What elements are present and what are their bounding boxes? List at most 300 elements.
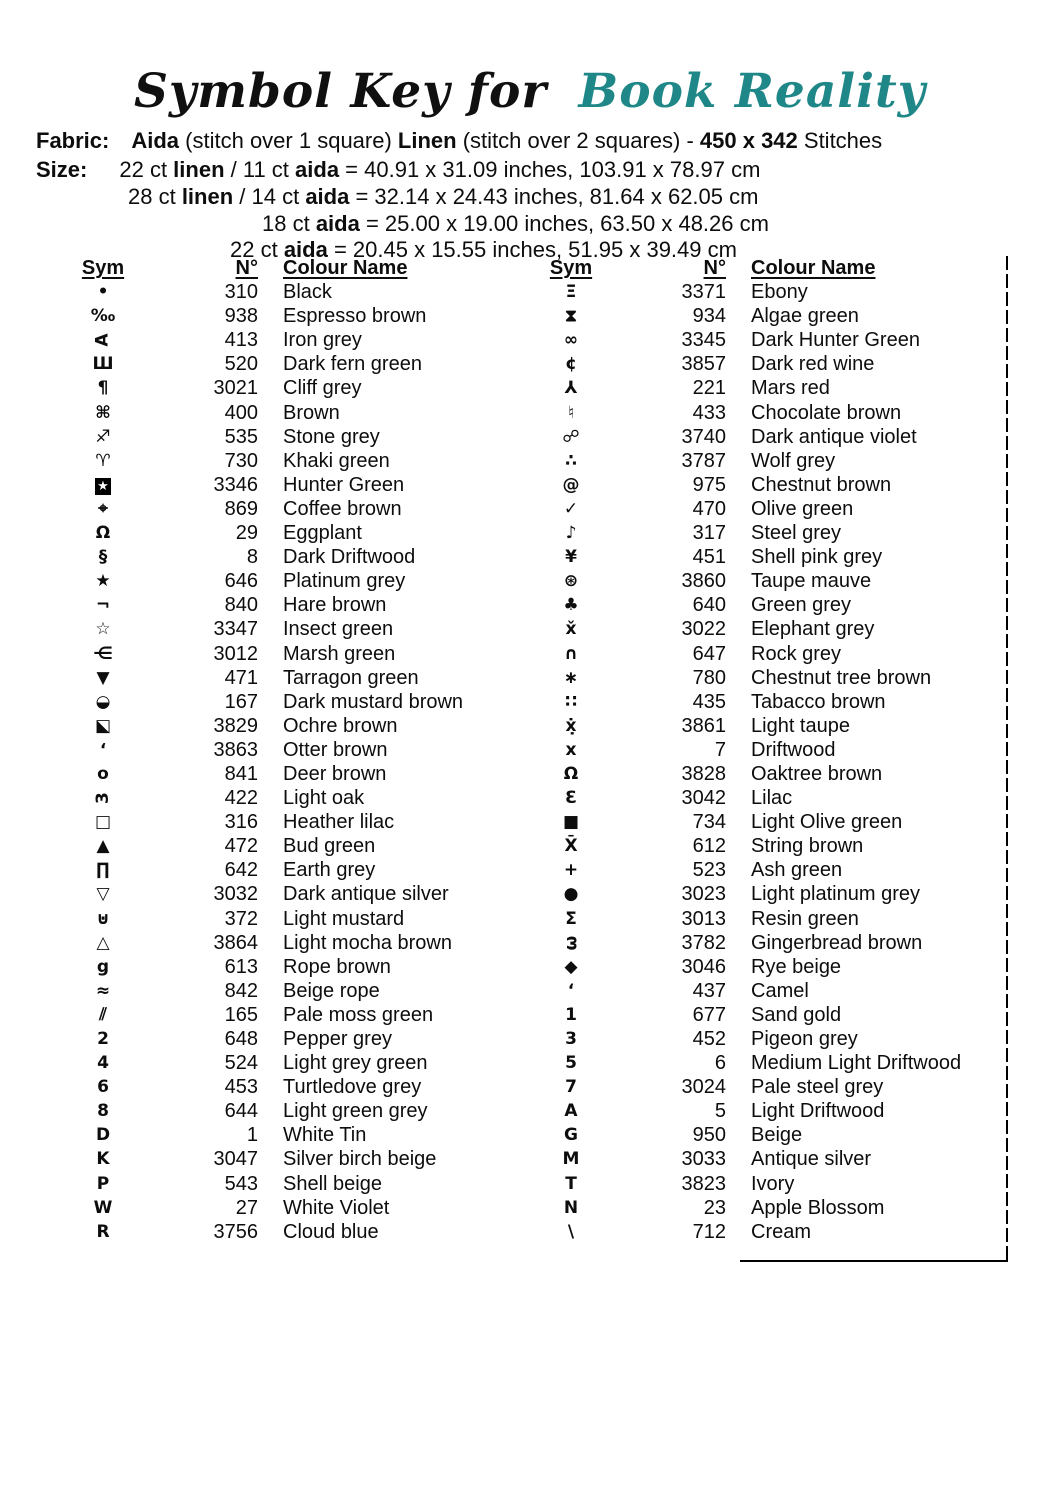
text-segment: = 40.91 x 31.09 inches, 103.91 x 78.97 cm	[339, 157, 761, 182]
number-cell: 317	[692, 522, 726, 545]
symbol-cell: ¬	[95, 595, 111, 616]
symbol-cell: ∷	[565, 691, 577, 712]
colour-name-cell: Beige rope	[283, 979, 380, 1002]
text-segment: 22 ct	[119, 157, 174, 182]
key-row	[548, 955, 996, 979]
size-line-3	[262, 211, 769, 237]
text-segment: 22 ct	[230, 237, 284, 262]
key-row	[548, 690, 996, 714]
colour-name-cell: Cloud blue	[283, 1220, 379, 1243]
key-row	[80, 1196, 528, 1220]
number-cell: 840	[224, 594, 258, 617]
symbol-cell: ω	[560, 935, 581, 951]
symbol-cell: D	[95, 1125, 111, 1146]
symbol-cell: ⅄	[564, 378, 578, 399]
key-row	[548, 521, 996, 545]
colour-name-cell: Black	[283, 281, 332, 304]
number-cell: 167	[224, 690, 258, 713]
number-cell: 472	[224, 835, 258, 858]
number-cell: 3371	[681, 281, 726, 304]
number-cell: 165	[224, 1003, 258, 1026]
text-segment: 18 ct	[262, 211, 316, 236]
number-cell: 3012	[213, 642, 258, 665]
colour-name-cell: Pepper grey	[283, 1028, 392, 1050]
symbol-cell: ⊛	[563, 571, 579, 592]
number-cell: 3047	[213, 1148, 258, 1171]
text-segment: aida	[295, 157, 340, 182]
text-segment: = 20.45 x 15.55 inches, 51.95 x 39.49 cm	[327, 237, 737, 262]
colour-name-cell: Hunter Green	[283, 473, 405, 496]
colour-name-cell: Light mocha brown	[283, 931, 452, 954]
symbol-cell: X̄	[564, 836, 578, 857]
number-cell: 3864	[213, 931, 258, 954]
number-cell: 221	[692, 377, 726, 400]
colour-name-cell: Light Olive green	[751, 811, 903, 834]
symbol-cell: ☆	[95, 619, 111, 640]
symbol-cell: T	[565, 1173, 577, 1194]
symbol-cell: P	[96, 1173, 110, 1194]
number-cell: 470	[692, 497, 726, 520]
key-row	[80, 473, 528, 497]
page-title	[0, 64, 1060, 119]
size-text-3	[262, 211, 769, 236]
symbol-cell: g	[96, 956, 110, 977]
number-cell: 310	[224, 281, 258, 304]
key-row	[80, 979, 528, 1003]
text-segment: Linen	[397, 128, 457, 153]
number-cell: 372	[224, 907, 258, 930]
colour-name-cell: Ebony	[751, 281, 808, 304]
colour-name-cell: Beige	[751, 1124, 803, 1147]
symbol-cell: W	[93, 1197, 113, 1218]
key-row	[80, 1220, 528, 1244]
symbol-cell: ∏	[96, 860, 110, 881]
colour-name-cell: Mars red	[751, 377, 830, 400]
key-row	[548, 425, 996, 449]
number-cell: 520	[224, 353, 258, 376]
number-cell: 640	[692, 594, 726, 617]
key-row	[548, 1027, 996, 1051]
number-cell: 3857	[681, 353, 726, 376]
number-cell: 3756	[213, 1220, 258, 1243]
colour-name-cell: Oaktree brown	[751, 762, 883, 785]
key-row	[80, 569, 528, 593]
colour-name-cell: Brown	[283, 401, 340, 424]
number-cell: 842	[224, 979, 258, 1002]
key-row	[548, 569, 996, 593]
colour-name-cell: Dark mustard brown	[283, 690, 464, 713]
key-row	[548, 762, 996, 786]
number-cell: 433	[692, 401, 726, 424]
symbol-cell: ▽	[96, 884, 110, 905]
symbol-cell: ☍	[562, 426, 580, 447]
colour-name-cell: Antique silver	[751, 1148, 872, 1171]
key-row	[80, 425, 528, 449]
number-cell: 612	[692, 835, 726, 858]
symbol-cell: x̌	[565, 619, 577, 640]
text-segment: 28 ct	[128, 184, 182, 209]
number-cell: 841	[224, 762, 258, 785]
key-row	[548, 593, 996, 617]
symbol-cell: 1	[565, 1004, 577, 1025]
symbol-cell: o	[97, 763, 109, 784]
table-header-row	[548, 256, 996, 280]
symbol-cell: ♣	[563, 595, 579, 616]
colour-name-cell: Turtledove grey	[283, 1076, 422, 1099]
fabric-text	[131, 128, 882, 153]
text-segment: / 14 ct	[233, 184, 306, 209]
key-row	[548, 1003, 996, 1027]
colour-name-cell: Ash green	[751, 859, 843, 882]
number-cell: 3022	[681, 618, 726, 641]
symbol-cell: ¥	[565, 547, 577, 568]
number-cell: 3860	[681, 570, 726, 593]
number-cell: 3828	[681, 762, 726, 785]
symbol-cell: ∴	[565, 450, 577, 471]
colour-name-cell: Insect green	[283, 618, 394, 641]
number-cell: 316	[224, 811, 258, 834]
key-row	[548, 1172, 996, 1196]
number-cell: 3033	[681, 1148, 726, 1171]
header-num: N°	[235, 257, 258, 279]
key-row	[80, 762, 528, 786]
colour-name-cell: Rope brown	[283, 955, 391, 978]
colour-name-cell: Platinum grey	[283, 570, 406, 593]
number-cell: 613	[224, 955, 258, 978]
key-row	[80, 714, 528, 738]
key-row	[548, 882, 996, 906]
symbol-cell: A	[92, 333, 113, 347]
symbol-cell: ∞	[563, 330, 579, 351]
header-num: N°	[703, 257, 726, 279]
key-row	[80, 810, 528, 834]
symbol-cell: ●	[563, 884, 579, 905]
symbol-cell: N	[563, 1197, 579, 1218]
colour-name-cell: Light taupe	[751, 714, 850, 737]
symbol-cell: 4	[97, 1053, 109, 1074]
symbol-cell: ‘	[567, 980, 575, 1001]
symbol-cell: ‚	[99, 739, 107, 760]
symbol-key-table-left	[80, 256, 528, 1244]
colour-name-cell: Dark antique silver	[283, 883, 449, 906]
symbol-cell: 3	[92, 792, 113, 805]
size-line-2	[128, 184, 758, 210]
number-cell: 3013	[681, 907, 726, 930]
colour-name-cell: Medium Light Driftwood	[751, 1052, 962, 1075]
symbol-cell: ▼	[96, 667, 110, 688]
number-cell: 3347	[213, 618, 258, 641]
symbol-cell: ⬕	[94, 715, 112, 736]
key-row	[80, 907, 528, 931]
colour-name-cell: Marsh green	[283, 642, 396, 665]
text-segment: Aida	[131, 128, 180, 153]
key-row	[80, 1099, 528, 1123]
colour-name-cell: Deer brown	[283, 762, 387, 785]
text-segment: / 11 ct	[224, 157, 296, 182]
colour-name-cell: Light mustard	[283, 907, 405, 930]
text-segment: Stitches	[797, 128, 883, 153]
size-label: Size:	[36, 157, 88, 182]
dashed-border-right	[1006, 256, 1008, 1262]
colour-name-cell: Bud green	[283, 835, 376, 858]
symbol-cell: M	[562, 1149, 580, 1170]
symbol-cell: ♈	[95, 450, 111, 471]
key-row	[80, 449, 528, 473]
key-row	[548, 401, 996, 425]
number-cell: 5	[714, 1100, 726, 1123]
key-row	[548, 810, 996, 834]
colour-name-cell: Elephant grey	[751, 618, 875, 641]
colour-name-cell: Light green grey	[283, 1100, 428, 1123]
number-cell: 648	[224, 1028, 258, 1050]
symbol-cell: \	[567, 1221, 575, 1242]
size-line-1	[36, 157, 760, 183]
colour-name-cell: Pale moss green	[283, 1003, 434, 1026]
symbol-cell: •	[97, 282, 109, 303]
number-cell: 975	[692, 473, 726, 496]
key-row	[80, 521, 528, 545]
number-cell: 3345	[681, 329, 726, 352]
header-sym: Sym	[81, 257, 125, 279]
number-cell: 642	[224, 859, 258, 882]
number-cell: 523	[692, 859, 726, 882]
number-cell: 535	[224, 425, 258, 448]
key-row	[548, 642, 996, 666]
text-segment: linen	[173, 157, 225, 182]
symbol-cell: ★	[97, 478, 109, 494]
key-row	[80, 593, 528, 617]
colour-name-cell: Dark antique violet	[751, 425, 917, 448]
symbol-cell: △	[96, 932, 110, 953]
colour-name-cell: Olive green	[751, 497, 854, 520]
key-row	[548, 1196, 996, 1220]
number-cell: 3024	[681, 1076, 726, 1099]
symbol-cell: R	[96, 1221, 110, 1242]
symbol-cell: ¶	[97, 378, 109, 399]
symbol-cell: 5	[565, 1053, 577, 1074]
number-cell: 3023	[681, 883, 726, 906]
number-cell: 677	[692, 1003, 726, 1026]
key-row	[548, 304, 996, 328]
number-cell: 647	[692, 642, 726, 665]
number-cell: 3829	[213, 714, 258, 737]
colour-name-cell: Rye beige	[751, 955, 842, 978]
symbol-cell: x	[565, 739, 577, 760]
colour-name-cell: Shell pink grey	[751, 546, 883, 569]
fabric-label: Fabric:	[36, 128, 110, 153]
key-row	[548, 497, 996, 521]
key-row	[548, 376, 996, 400]
number-cell: 8	[246, 546, 258, 569]
colour-name-cell: Tarragon green	[283, 666, 419, 689]
key-row	[80, 352, 528, 376]
key-row	[80, 1027, 528, 1051]
number-cell: 413	[224, 329, 258, 352]
number-cell: 3046	[681, 955, 726, 978]
symbol-cell: ♮	[567, 402, 575, 423]
symbol-cell: ⫽	[99, 1004, 107, 1025]
text-segment: linen	[181, 184, 234, 209]
text-segment: (stitch over 2 squares) -	[456, 128, 700, 153]
symbol-cell: 8	[97, 1101, 109, 1122]
symbol-cell: □	[94, 812, 112, 833]
colour-name-cell: Stone grey	[283, 425, 380, 448]
colour-name-cell: Pigeon grey	[751, 1028, 858, 1050]
colour-name-cell: Chestnut brown	[751, 473, 892, 496]
colour-name-cell: Rock grey	[751, 642, 842, 665]
number-cell: 3787	[681, 449, 726, 472]
key-row	[548, 1075, 996, 1099]
number-cell: 780	[692, 666, 726, 689]
text-segment: (stitch over 1 square)	[179, 128, 398, 153]
number-cell: 29	[235, 522, 258, 545]
symbol-cell: ■	[562, 812, 580, 833]
number-cell: 6	[714, 1052, 726, 1075]
key-row	[548, 738, 996, 762]
symbol-cell: ⧗	[565, 306, 577, 327]
colour-name-cell: Resin green	[751, 907, 859, 930]
key-row	[548, 1220, 996, 1244]
colour-name-cell: Chestnut tree brown	[751, 666, 932, 689]
colour-name-cell: Ivory	[751, 1172, 795, 1195]
symbol-cell: ⋲	[93, 643, 113, 664]
colour-name-cell: Lilac	[751, 787, 793, 810]
symbol-cell: ★	[95, 571, 111, 592]
number-cell: 400	[224, 401, 258, 424]
key-row	[80, 834, 528, 858]
symbol-cell: @	[562, 474, 580, 495]
key-row	[80, 642, 528, 666]
key-row	[80, 666, 528, 690]
key-row	[548, 979, 996, 1003]
number-cell: 435	[692, 690, 726, 713]
key-row	[80, 328, 528, 352]
number-cell: 3032	[213, 883, 258, 906]
key-row	[548, 907, 996, 931]
colour-name-cell: Wolf grey	[751, 449, 836, 472]
symbol-cell: ✓	[563, 498, 579, 519]
key-row	[548, 280, 996, 304]
size-text-1	[119, 157, 760, 182]
number-cell: 1	[246, 1124, 258, 1147]
colour-name-cell: Ochre brown	[283, 714, 398, 737]
number-cell: 938	[224, 305, 258, 328]
colour-name-cell: Apple Blossom	[751, 1196, 885, 1219]
symbol-cell: Σ	[565, 908, 577, 929]
colour-name-cell: Earth grey	[283, 859, 376, 882]
key-row	[548, 1123, 996, 1147]
key-row	[80, 1147, 528, 1171]
number-cell: 3782	[681, 931, 726, 954]
colour-name-cell: Driftwood	[751, 738, 836, 761]
colour-name-cell: Hare brown	[283, 594, 387, 617]
key-row	[80, 955, 528, 979]
colour-name-cell: Silver birch beige	[283, 1148, 437, 1171]
text-segment: aida	[305, 184, 350, 209]
colour-name-cell: White Violet	[283, 1196, 390, 1219]
symbol-cell: ♐	[95, 426, 111, 447]
header-sym: Sym	[549, 257, 593, 279]
colour-name-cell: Tabacco brown	[751, 690, 886, 713]
title-prefix: Symbol Key for	[133, 64, 548, 119]
number-cell: 712	[692, 1220, 726, 1243]
border-bottom	[740, 1260, 1008, 1262]
symbol-cell: ◒	[95, 691, 111, 712]
number-cell: 3042	[681, 787, 726, 810]
symbol-cell: Ω	[563, 763, 579, 784]
symbol-cell: 6	[97, 1077, 109, 1098]
key-row	[80, 1172, 528, 1196]
number-cell: 3861	[681, 714, 726, 737]
symbol-cell: ≈	[95, 980, 111, 1001]
symbol-cell: ‰	[90, 306, 116, 327]
size-text-2	[128, 184, 758, 209]
key-row	[80, 545, 528, 569]
key-row	[80, 738, 528, 762]
key-row	[548, 352, 996, 376]
number-cell: 644	[224, 1100, 258, 1123]
number-cell: 869	[224, 497, 258, 520]
colour-name-cell: Eggplant	[283, 522, 362, 545]
colour-name-cell: Light grey green	[283, 1052, 428, 1075]
key-row	[548, 714, 996, 738]
colour-name-cell: White Tin	[283, 1124, 367, 1147]
colour-name-cell: Dark red wine	[751, 353, 875, 376]
number-cell: 452	[692, 1028, 726, 1050]
colour-name-cell: Camel	[751, 979, 809, 1002]
text-segment: = 32.14 x 24.43 inches, 81.64 x 62.05 cm	[349, 184, 759, 209]
symbol-cell: 2	[97, 1029, 109, 1049]
number-cell: 27	[235, 1196, 258, 1219]
symbol-cell: Ɛ	[565, 788, 577, 809]
symbol-cell: ⊍	[96, 908, 110, 929]
header-colour-name: Colour Name	[283, 257, 408, 279]
number-cell: 437	[692, 979, 726, 1002]
number-cell: 950	[692, 1124, 726, 1147]
colour-name-cell: Espresso brown	[283, 305, 427, 328]
colour-name-cell: Light Driftwood	[751, 1100, 885, 1123]
number-cell: 3863	[213, 738, 258, 761]
key-row	[548, 449, 996, 473]
colour-name-cell: Dark Driftwood	[283, 546, 416, 569]
symbol-cell: ◆	[564, 956, 578, 977]
key-row	[80, 280, 528, 304]
text-segment: 450 x 342	[699, 128, 798, 153]
symbol-cell: A	[564, 1101, 578, 1122]
number-cell: 3021	[213, 377, 258, 400]
colour-name-cell: Light platinum grey	[751, 883, 920, 906]
key-row	[80, 376, 528, 400]
key-row	[548, 1051, 996, 1075]
text-segment: aida	[283, 237, 328, 262]
symbol-cell: ▲	[96, 836, 110, 857]
colour-name-cell: Light oak	[283, 787, 365, 810]
key-row	[80, 1003, 528, 1027]
key-row	[80, 497, 528, 521]
colour-name-cell: Cream	[751, 1220, 812, 1243]
fabric-line	[36, 128, 882, 154]
table-header-row	[80, 256, 528, 280]
colour-name-cell: Shell beige	[283, 1172, 382, 1195]
colour-name-cell: Green grey	[751, 594, 852, 617]
colour-name-cell: Pale steel grey	[751, 1076, 884, 1099]
key-row	[80, 304, 528, 328]
key-row	[548, 617, 996, 641]
key-row	[548, 931, 996, 955]
number-cell: 451	[692, 546, 726, 569]
key-row	[80, 1051, 528, 1075]
text-segment: = 25.00 x 19.00 inches, 63.50 x 48.26 cm	[359, 211, 769, 236]
